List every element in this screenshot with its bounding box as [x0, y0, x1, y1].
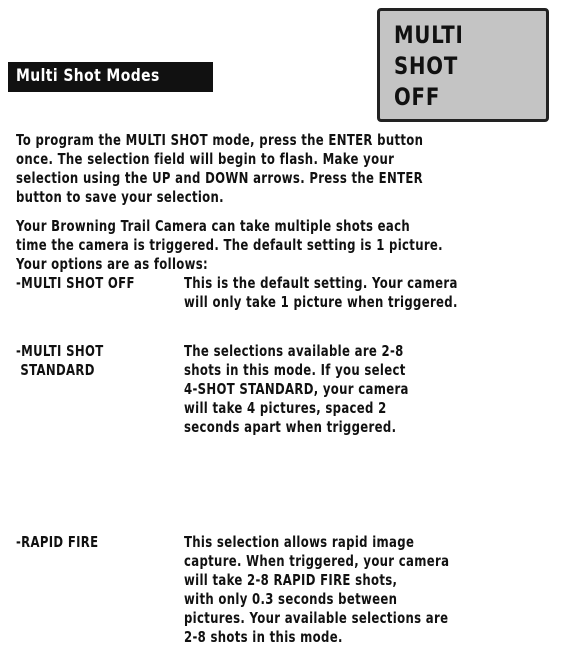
option-name-multi-shot-standard: [16, 342, 128, 380]
option-name-line: -MULTI SHOT OFF: [16, 274, 135, 292]
option-name-rapid-fire: [16, 533, 122, 552]
intro-line: To program the MULTI SHOT mode, press the ENTER button: [16, 131, 424, 149]
overview-line: Your Browning Trail Camera can take multiple shots each: [16, 217, 411, 235]
overview-line: time the camera is triggered. The default setting is 1 picture.: [16, 236, 443, 254]
overview-line: Your options are as follows:: [16, 255, 209, 273]
lcd-line-3: OFF: [394, 83, 441, 111]
option-desc-rapid-fire: [184, 533, 524, 647]
option-desc-line: will take 2-8 RAPID FIRE shots,: [184, 571, 398, 589]
option-desc-line: capture. When triggered, your camera: [184, 552, 450, 570]
option-desc-line: This selection allows rapid image: [184, 533, 415, 551]
overview-paragraph: [16, 217, 561, 274]
option-desc-multi-shot-off: [184, 274, 535, 312]
lcd-display: [377, 8, 549, 122]
option-desc-line: This is the default setting. Your camera: [184, 274, 458, 292]
option-desc-line: shots in this mode. If you select: [184, 361, 406, 379]
lcd-line-2: SHOT: [394, 52, 459, 80]
option-desc-line: seconds apart when triggered.: [184, 418, 397, 436]
option-desc-line: will take 4 pictures, spaced 2: [184, 399, 387, 417]
option-name-line: STANDARD: [16, 361, 95, 379]
intro-line: selection using the UP and DOWN arrows. Press the ENTER: [16, 169, 424, 187]
option-desc-line: pictures. Your available selections are: [184, 609, 449, 627]
option-name-line: -MULTI SHOT: [16, 342, 104, 360]
intro-line: button to save your selection.: [16, 188, 224, 206]
option-name-line: -RAPID FIRE: [16, 533, 99, 551]
section-header: [8, 62, 213, 92]
section-title: Multi Shot Modes: [16, 66, 160, 86]
option-desc-line: with only 0.3 seconds between: [184, 590, 398, 608]
option-desc-line: 4-SHOT STANDARD, your camera: [184, 380, 409, 398]
intro-line: once. The selection field will begin to flash. Make your: [16, 150, 395, 168]
option-desc-multi-shot-standard: [184, 342, 472, 437]
option-desc-line: 2-8 shots in this mode.: [184, 628, 343, 646]
option-name-multi-shot-off: [16, 274, 168, 293]
option-desc-line: The selections available are 2-8: [184, 342, 404, 360]
option-desc-line: will only take 1 picture when triggered.: [184, 293, 458, 311]
intro-paragraph: [16, 131, 538, 207]
lcd-line-1: MULTI: [394, 21, 464, 49]
